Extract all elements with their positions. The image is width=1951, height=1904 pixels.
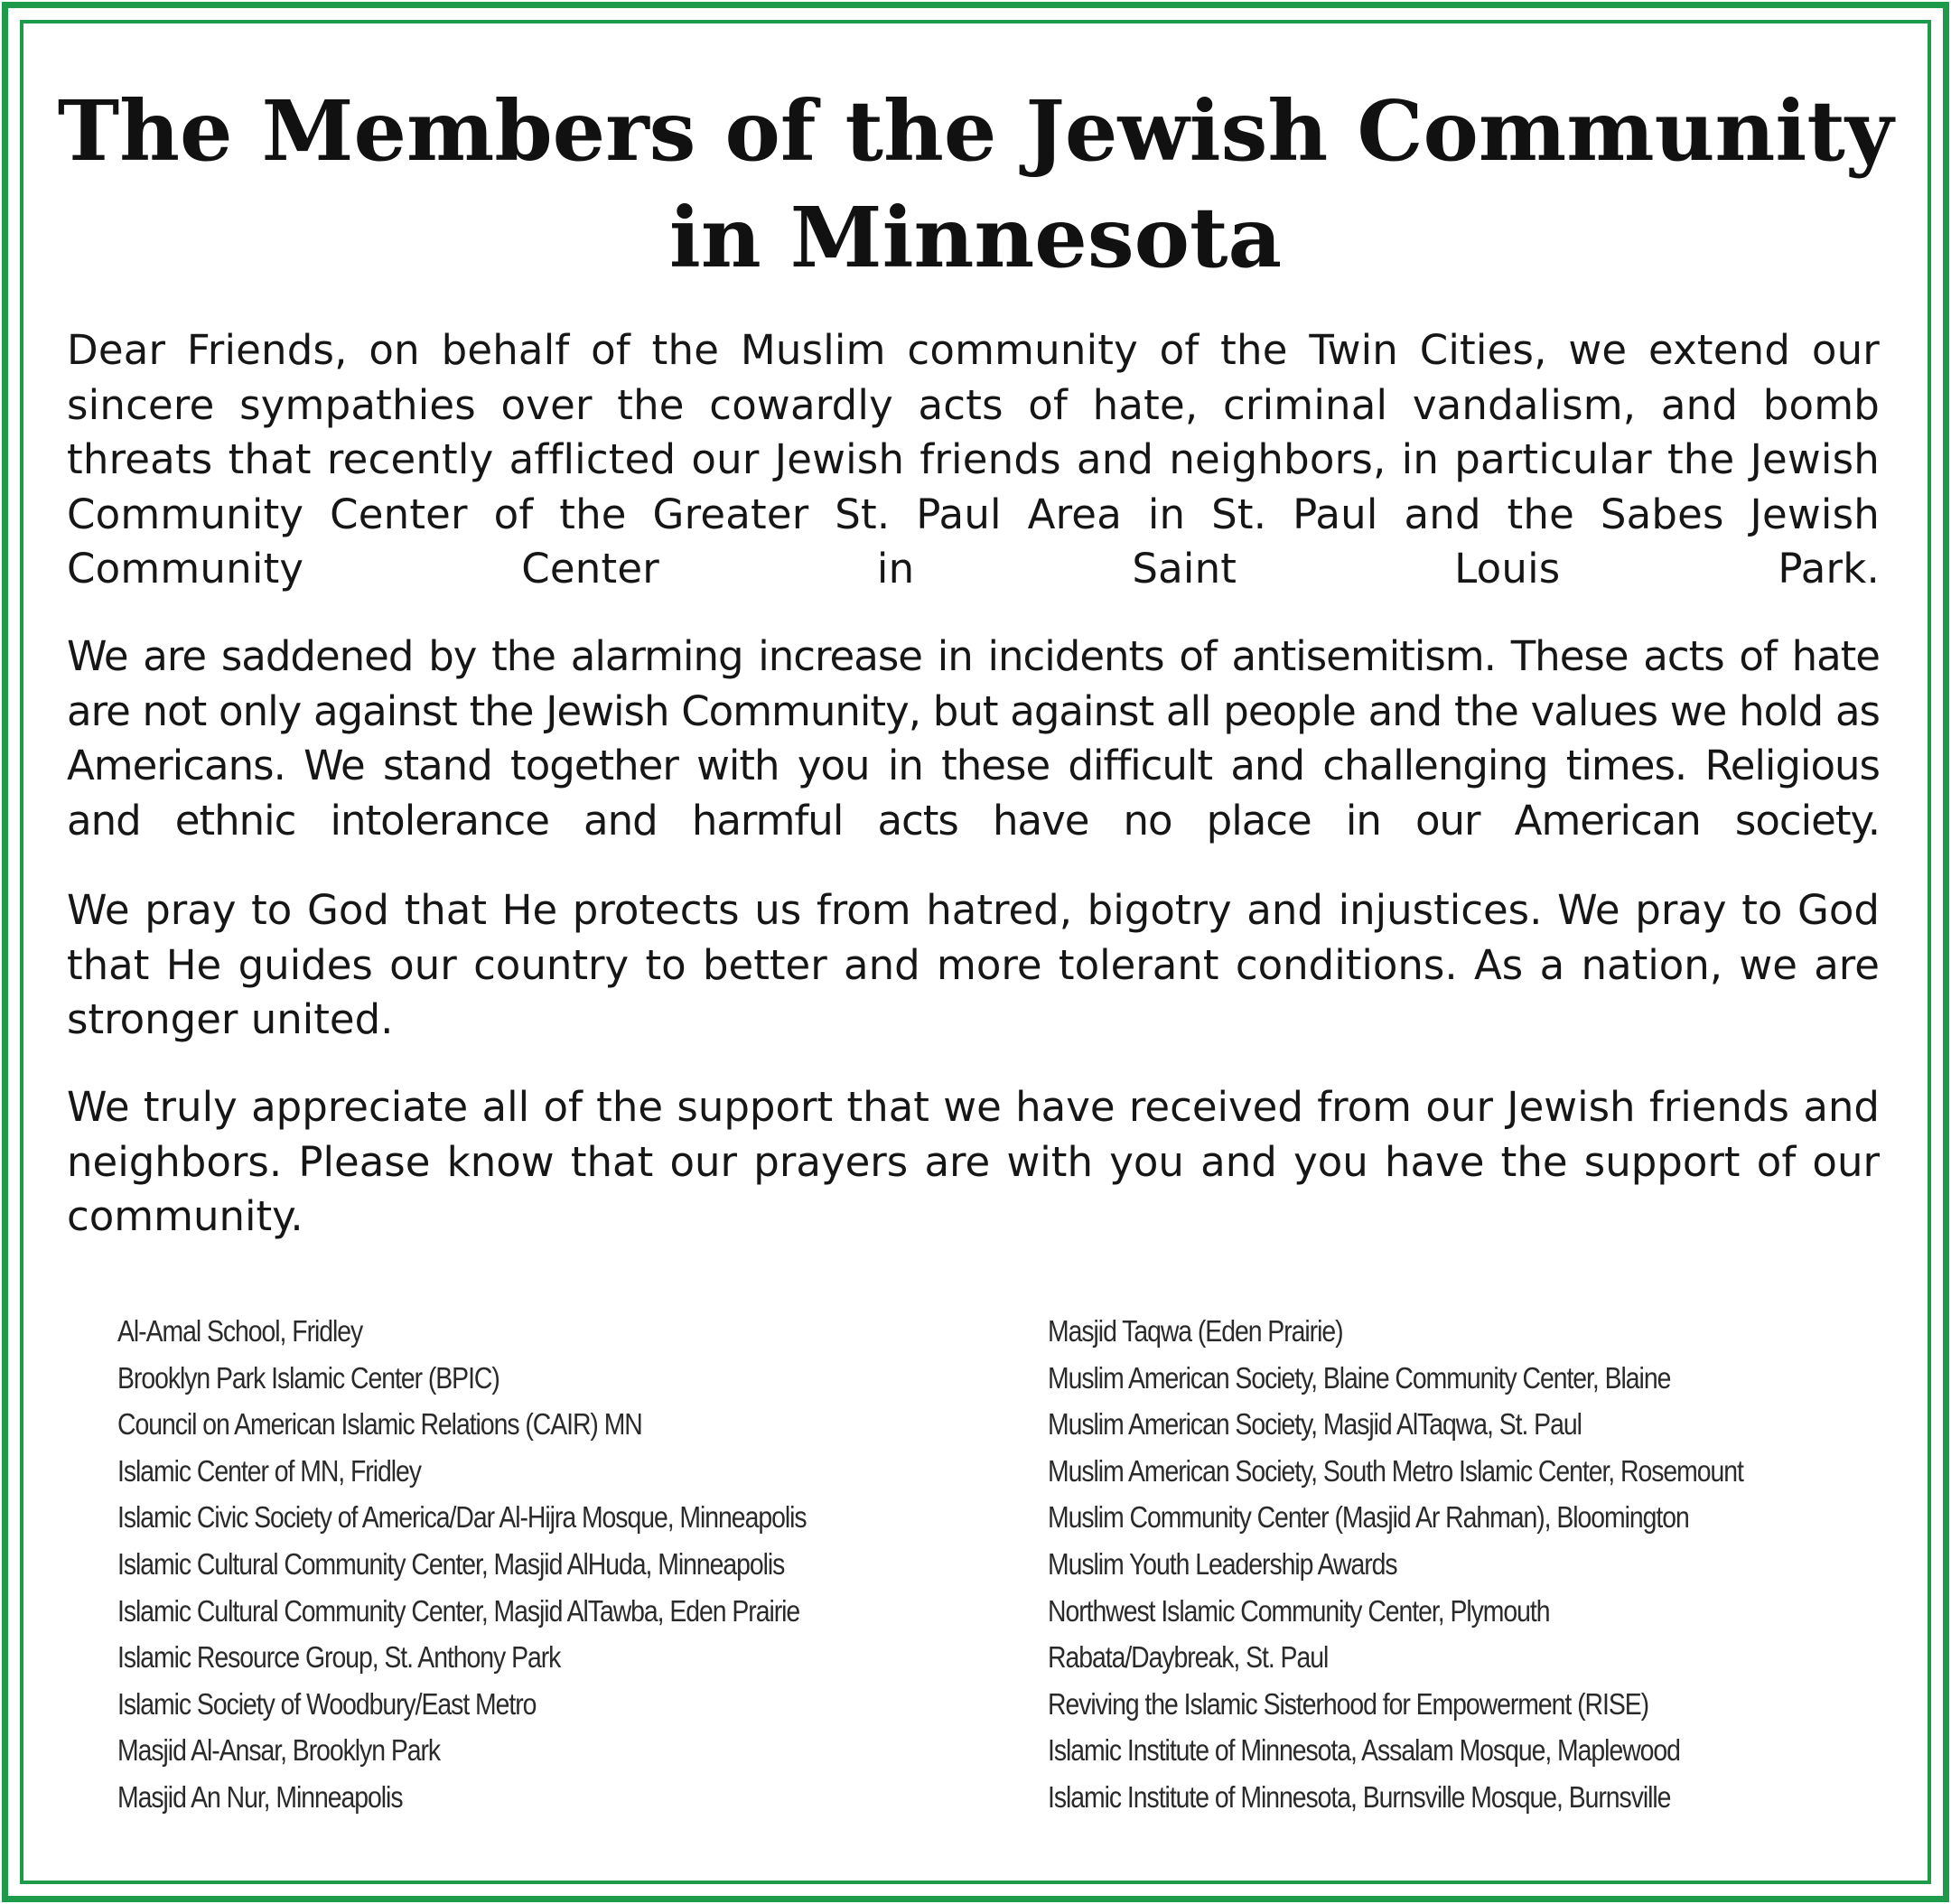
paragraph-1: Dear Friends, on behalf of the Muslim community of the Twin Cities, we extend our sincere sympathies over the cowardly acts of hate, criminal vandalism, and bomb threats that recently afflicted our Jewish friends and neighbors, in particular the Jewish Community Center of the Greater St. Paul Area in St. Paul and the Sabes Jewish Community Center in Saint Louis Park.: [67, 326, 1880, 593]
signatory: Muslim American Society, Masjid AlTaqwa, St. Paul: [1048, 1407, 1582, 1442]
signatory: Council on American Islamic Relations (CAIR) MN: [117, 1407, 642, 1442]
signatory: Islamic Cultural Community Center, Masjid AlTawba, Eden Prairie: [117, 1593, 800, 1628]
signatory: Muslim Community Center (Masjid Ar Rahman), Bloomington: [1048, 1500, 1689, 1535]
signatory: Islamic Civic Society of America/Dar Al-Hijra Mosque, Minneapolis: [117, 1500, 807, 1535]
signatories-right-column: [1048, 1308, 1887, 1821]
signatory: Islamic Institute of Minnesota, Burnsville Mosque, Burnsville: [1048, 1779, 1671, 1814]
signatory: Islamic Cultural Community Center, Masjid AlHuda, Minneapolis: [117, 1546, 785, 1581]
signatory: Al-Amal School, Fridley: [117, 1314, 363, 1348]
signatory: Islamic Resource Group, St. Anthony Park: [117, 1640, 561, 1675]
signatory: Muslim Youth Leadership Awards: [1048, 1546, 1397, 1581]
signatory: Islamic Society of Woodbury/East Metro: [117, 1686, 537, 1721]
signatory: Rabata/Daybreak, St. Paul: [1048, 1640, 1329, 1675]
paragraph-3: We pray to God that He protects us from hatred, bigotry and injustices. We pray to God that He guides our country to better and more tolerant conditions. As a nation, we are stronger united.: [67, 886, 1880, 1043]
signatory: Brooklyn Park Islamic Center (BPIC): [117, 1360, 499, 1395]
signatory: Masjid An Nur, Minneapolis: [117, 1779, 403, 1814]
paragraph-4: We truly appreciate all of the support that we have received from our Jewish friends and neighbors. Please know that our prayers are with you and you have the support of our community.: [67, 1083, 1880, 1240]
signatory: Islamic Center of MN, Fridley: [117, 1453, 421, 1488]
signatory: Islamic Institute of Minnesota, Assalam Mosque, Maplewood: [1048, 1733, 1680, 1768]
signatory: Reviving the Islamic Sisterhood for Empowerment (RISE): [1048, 1686, 1649, 1721]
signatory: Muslim American Society, South Metro Islamic Center, Rosemount: [1048, 1453, 1743, 1488]
signatory: Northwest Islamic Community Center, Plymouth: [1048, 1593, 1550, 1628]
signatories-left-column: [117, 1308, 941, 1821]
signatory: Masjid Taqwa (Eden Prairie): [1048, 1314, 1343, 1348]
signatory: Muslim American Society, Blaine Community Center, Blaine: [1048, 1360, 1671, 1395]
ad-title: [36, 78, 1915, 291]
title-line-1: The Members of the Jewish Community: [57, 82, 1894, 180]
title-line-2: in Minnesota: [668, 189, 1283, 286]
paragraph-2: We are saddened by the alarming increase in incidents of antisemitism. These acts of hate are not only against the Jewish Community, but against all people and the values we hold as Americans. We stand together with you in these difficult and challenging times. Religious and ethnic intolerance and harmful acts have no place in our American society.: [67, 632, 1880, 845]
signatory: Masjid Al-Ansar, Brooklyn Park: [117, 1733, 441, 1768]
